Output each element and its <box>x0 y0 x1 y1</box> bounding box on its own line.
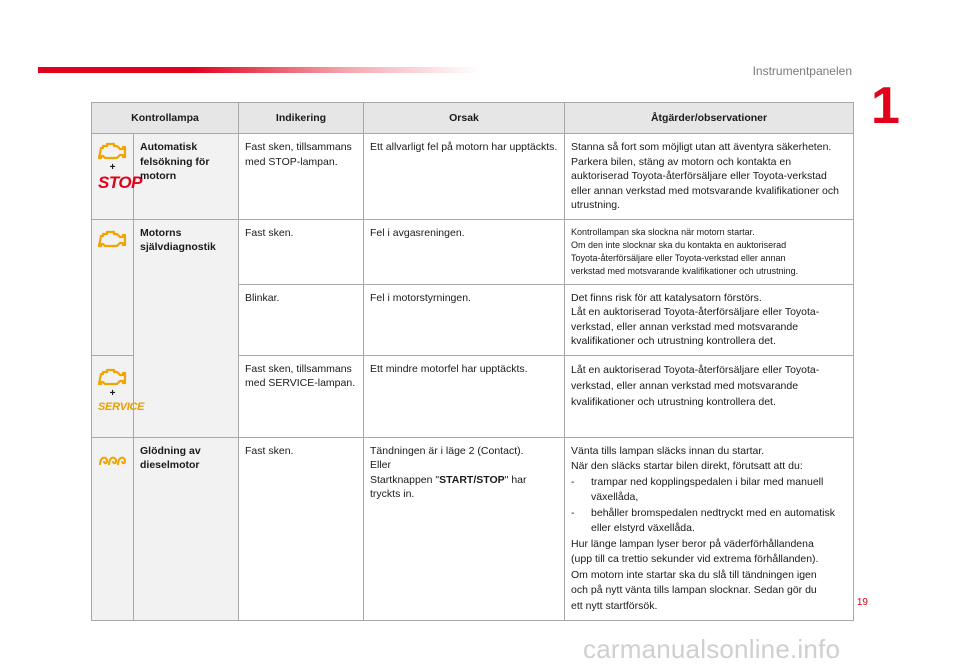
action-cell: Stanna så fort som möjligt utan att äventyra säkerheten. Parkera bilen, stäng av motorn och kontakta en auktoriserad Toyota-återförsäljare eller Toyota-verkstad eller annan verkstad med motsvarande kvalifikationer och utrustning. <box>565 134 854 220</box>
cause-cell: Fel i motorstyrningen. <box>364 284 565 355</box>
section-title: Instrumentpanelen <box>752 64 852 78</box>
column-header-action: Åtgärder/observationer <box>565 103 854 134</box>
chapter-number: 1 <box>871 77 900 135</box>
action-line: verkstad, eller annan verkstad med motsvarande <box>571 379 799 392</box>
action-cell <box>565 219 854 284</box>
page-number: 19 <box>856 597 868 608</box>
indication-cell: Fast sken, tillsammans med SERVICE-lampan. <box>239 355 364 437</box>
table-row <box>92 219 854 284</box>
glow-plug-icon <box>98 452 128 468</box>
bullet-dash: - <box>571 475 575 488</box>
column-header-lamp: Kontrollampa <box>92 103 239 134</box>
table-header-row <box>92 103 854 134</box>
bullet-text: trampar ned kopplingspedalen i bilar med manuell växellåda, <box>591 475 824 503</box>
watermark: carmanualsonline.info <box>583 634 841 664</box>
engine-check-icon <box>98 366 128 388</box>
cause-text: Startknappen " <box>370 473 440 486</box>
action-line: Kontrollampan ska slockna när motorn startar. <box>571 226 755 237</box>
plus-sign: + <box>109 162 116 173</box>
cause-cell <box>364 437 565 621</box>
action-line: och på nytt vänta tills lampan slocknar. Sedan gör du <box>571 584 817 596</box>
action-line: Låt en auktoriserad Toyota-återförsäljare eller Toyota- <box>571 363 820 376</box>
cause-cell: Ett mindre motorfel har upptäckts. <box>364 355 565 437</box>
bullet-dash: - <box>571 506 575 519</box>
action-line: kvalifikationer och utrustning kontrollera det. <box>571 335 776 347</box>
column-header-cause: Orsak <box>364 103 565 134</box>
table-row <box>92 134 854 220</box>
lamp-name: Automatisk felsökning för motorn <box>134 134 239 220</box>
table-row <box>92 437 854 621</box>
cause-line: Eller <box>370 459 392 471</box>
cause-cell: Fel i avgasreningen. <box>364 219 565 284</box>
action-line: verkstad, eller annan verkstad med motsvarande <box>571 320 799 333</box>
indication-cell: Blinkar. <box>239 284 364 355</box>
action-line: kvalifikationer och utrustning kontrollera det. <box>571 395 776 408</box>
action-line: Hur länge lampan lyser beror på väderförhållandena <box>571 537 814 550</box>
start-stop-label: START/STOP <box>439 473 505 486</box>
bullet-item <box>571 506 847 537</box>
action-line: Toyota-återförsäljare eller Toyota-verkstad eller annan <box>571 252 786 263</box>
action-line: (upp till ca trettio sekunder vid extrema förhållanden). <box>571 553 819 565</box>
indication-cell: Fast sken. <box>239 219 364 284</box>
engine-check-icon <box>98 228 128 250</box>
indication-cell: Fast sken. <box>239 437 364 621</box>
header-accent-bar <box>38 67 478 73</box>
action-line: Låt en auktoriserad Toyota-återförsäljare eller Toyota- <box>571 306 820 318</box>
action-line: ett nytt startförsök. <box>571 599 658 612</box>
engine-check-icon <box>98 140 128 162</box>
action-line: När den släcks startar bilen direkt, förutsatt att du: <box>571 460 803 472</box>
action-line: Det finns risk för att katalysatorn förstörs. <box>571 291 762 304</box>
warning-lights-table <box>91 102 854 621</box>
bullet-text: behåller bromspedalen nedtryckt med en automatisk eller elstyrd växellåda. <box>591 506 835 534</box>
plus-sign: + <box>109 387 116 399</box>
lamp-icon-cell <box>92 437 134 621</box>
action-cell <box>565 437 854 621</box>
lamp-icon-cell <box>92 355 145 437</box>
column-header-indication: Indikering <box>239 103 364 134</box>
lamp-name: Glödning av dieselmotor <box>134 437 239 621</box>
action-line: verkstad med motsvarande kvalifikationer och utrustning. <box>571 265 799 276</box>
lamp-name: Motorns självdiagnostik <box>134 219 239 437</box>
action-line: Om motorn inte startar ska du slå till tändningen igen <box>571 568 817 581</box>
cause-text: " har tryckts in. <box>370 473 527 500</box>
service-lamp-word: SERVICE <box>98 400 145 413</box>
cause-cell: Ett allvarligt fel på motorn har upptäckts. <box>364 134 565 220</box>
cause-line: Tändningen är i läge 2 (Contact). <box>370 444 524 457</box>
bullet-item <box>571 475 847 506</box>
action-line: Vänta tills lampan släcks innan du startar. <box>571 444 765 457</box>
action-cell <box>565 355 854 437</box>
lamp-icon-cell <box>92 134 142 220</box>
indication-cell: Fast sken, tillsammans med STOP-lampan. <box>239 134 364 220</box>
action-line: Om den inte slocknar ska du kontakta en auktoriserad <box>571 239 787 250</box>
lamp-icon-cell <box>92 219 134 355</box>
action-cell <box>565 284 854 355</box>
stop-lamp-word: STOP <box>98 173 142 192</box>
